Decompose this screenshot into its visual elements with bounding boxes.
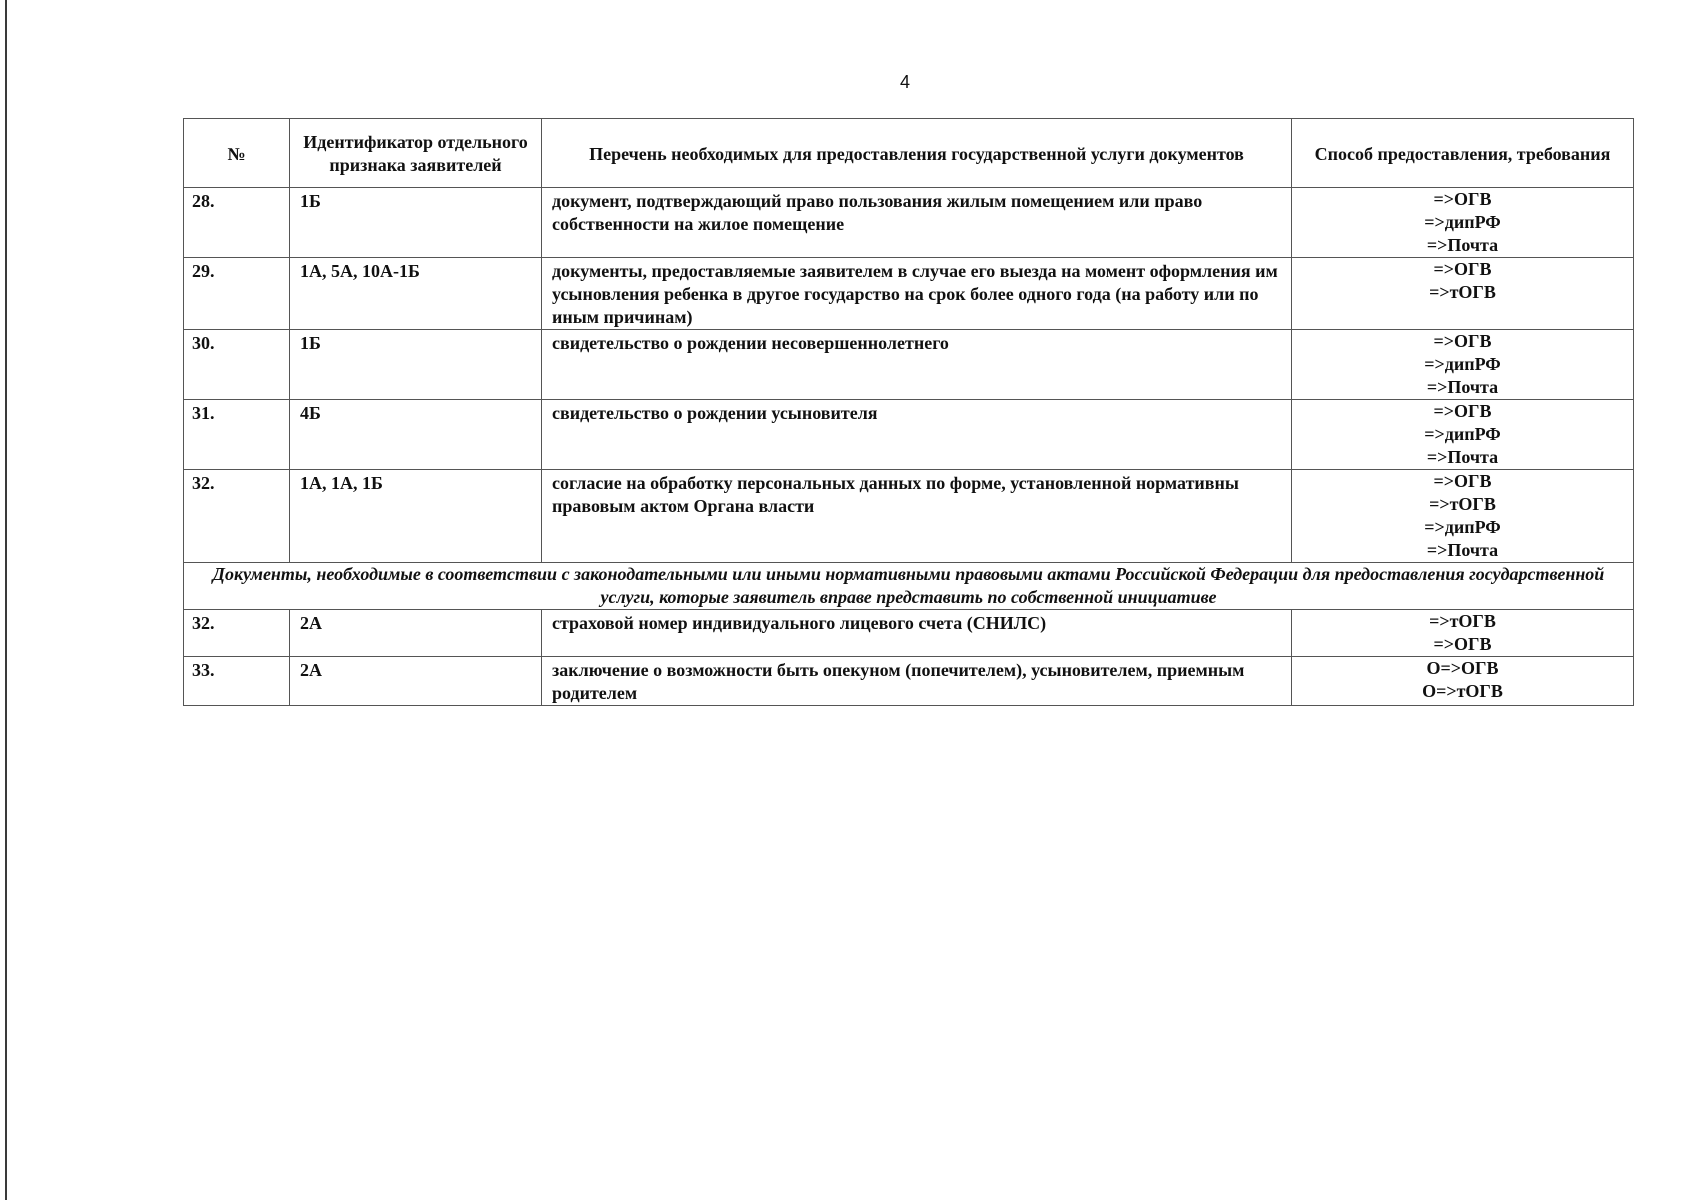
table-row	[184, 657, 1634, 706]
row-number: 32.	[184, 470, 290, 563]
method-item: =>Почта	[1426, 377, 1499, 397]
method-item: =>ОГВ	[1433, 259, 1492, 279]
method-item: =>дипРФ	[1424, 212, 1501, 232]
row-document: заключение о возможности быть опекуном (попечителем), усыновителем, приемным родителем	[542, 657, 1292, 706]
scan-edge-line	[5, 0, 7, 1200]
row-document: свидетельство о рождении несовершеннолетнего	[542, 330, 1292, 400]
header-documents: Перечень необходимых для предоставления государственной услуги документов	[542, 119, 1292, 188]
method-item: =>тОГВ	[1429, 282, 1496, 302]
table-row	[184, 188, 1634, 258]
method-item: =>дипРФ	[1424, 517, 1501, 537]
row-methods	[1292, 400, 1634, 470]
documents-table	[183, 118, 1634, 706]
row-identifier: 1Б	[290, 188, 542, 258]
row-identifier: 1А, 5А, 10А-1Б	[290, 258, 542, 330]
row-document: документы, предоставляемые заявителем в случае его выезда на момент оформления им усыновления ребенка в другое государство на срок более одного года (на работу или по иным причинам)	[542, 258, 1292, 330]
row-number: 31.	[184, 400, 290, 470]
table-row	[184, 258, 1634, 330]
header-num: №	[184, 119, 290, 188]
method-item: О=>тОГВ	[1422, 681, 1503, 701]
header-method: Способ предоставления, требования	[1292, 119, 1634, 188]
row-identifier: 4Б	[290, 400, 542, 470]
method-item: =>ОГВ	[1433, 401, 1492, 421]
method-item: =>дипРФ	[1424, 424, 1501, 444]
row-methods	[1292, 188, 1634, 258]
row-number: 32.	[184, 610, 290, 657]
row-methods	[1292, 610, 1634, 657]
method-item: =>Почта	[1426, 235, 1499, 255]
row-document: свидетельство о рождении усыновителя	[542, 400, 1292, 470]
row-identifier: 1А, 1А, 1Б	[290, 470, 542, 563]
row-number: 33.	[184, 657, 290, 706]
method-item: =>ОГВ	[1433, 634, 1492, 654]
method-item: =>Почта	[1426, 447, 1499, 467]
header-identifier: Идентификатор отдельного признака заявителей	[290, 119, 542, 188]
table-row	[184, 610, 1634, 657]
row-document: страховой номер индивидуального лицевого счета (СНИЛС)	[542, 610, 1292, 657]
row-methods	[1292, 657, 1634, 706]
method-item: О=>ОГВ	[1426, 658, 1499, 678]
section-heading: Документы, необходимые в соответствии с законодательными или иными нормативными правовыми актами Российской Федерации для предоставления государственной услуги, которые заявитель вправе представить по собственной инициативе	[184, 563, 1634, 610]
row-methods	[1292, 258, 1634, 330]
method-item: =>тОГВ	[1429, 494, 1496, 514]
row-identifier: 2А	[290, 657, 542, 706]
table-body	[184, 188, 1634, 706]
row-methods	[1292, 470, 1634, 563]
row-number: 29.	[184, 258, 290, 330]
row-methods	[1292, 330, 1634, 400]
row-document: документ, подтверждающий право пользования жилым помещением или право собственности на жилое помещение	[542, 188, 1292, 258]
row-number: 30.	[184, 330, 290, 400]
method-item: =>тОГВ	[1429, 611, 1496, 631]
row-identifier: 1Б	[290, 330, 542, 400]
page-number: 4	[899, 72, 910, 92]
section-row	[184, 563, 1634, 610]
method-item: =>дипРФ	[1424, 354, 1501, 374]
row-identifier: 2А	[290, 610, 542, 657]
method-item: =>ОГВ	[1433, 331, 1492, 351]
row-number: 28.	[184, 188, 290, 258]
row-document: согласие на обработку персональных данных по форме, установленной нормативны правовым актом Органа власти	[542, 470, 1292, 563]
table-header	[184, 119, 1634, 188]
method-item: =>ОГВ	[1433, 471, 1492, 491]
table-row	[184, 400, 1634, 470]
table-row	[184, 330, 1634, 400]
table-row	[184, 470, 1634, 563]
header-row	[184, 119, 1634, 188]
method-item: =>Почта	[1426, 540, 1499, 560]
method-item: =>ОГВ	[1433, 189, 1492, 209]
